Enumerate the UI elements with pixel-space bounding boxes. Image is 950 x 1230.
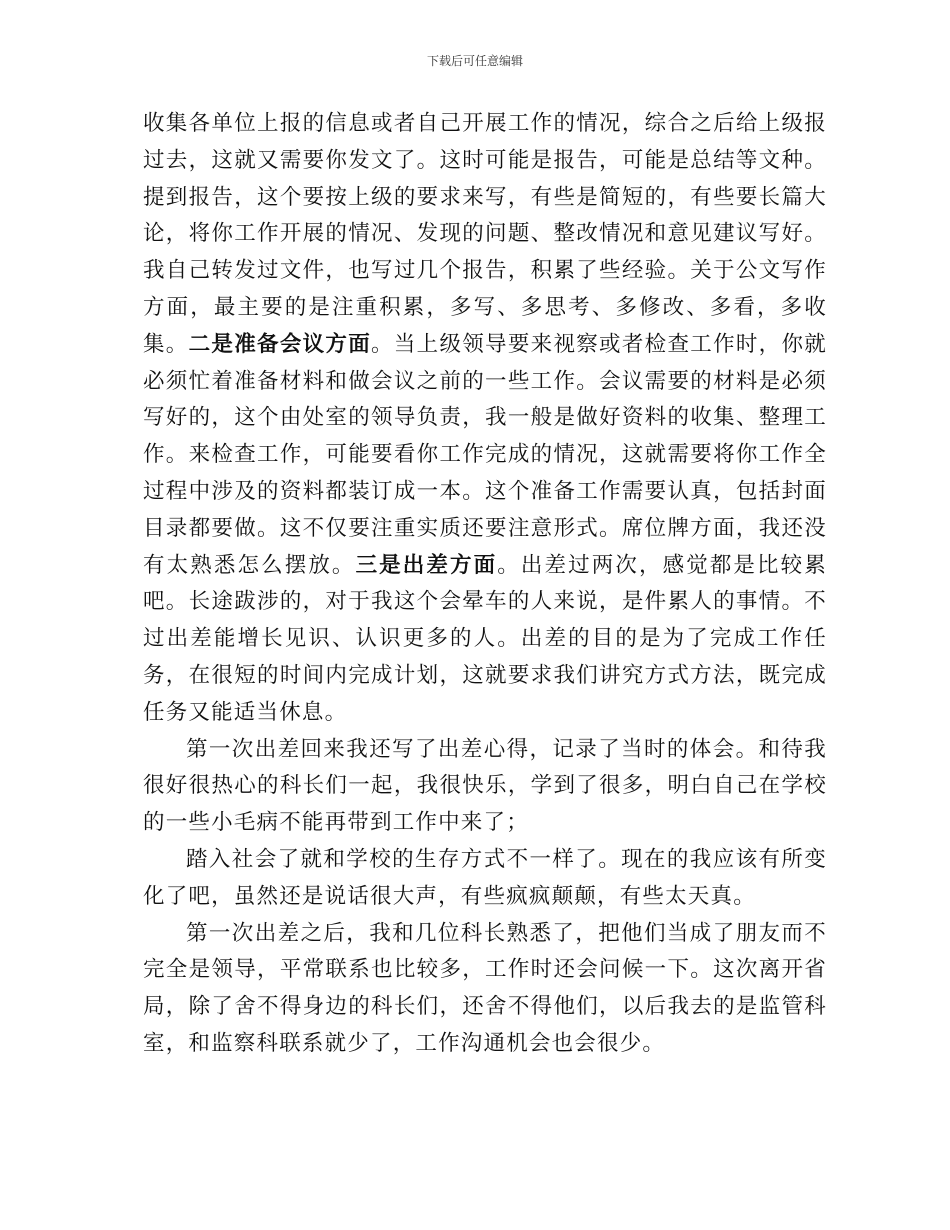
paragraph-1 xyxy=(143,106,827,732)
document-body xyxy=(143,106,827,1063)
paragraph-1-text-c: 。出差过两次，感觉都是比较累吧。长途跋涉的，对于我这个会晕车的人来说，是件累人的事情。不过出差能增长见识、认识更多的人。出差的目的是为了完成工作任务，在很短的时间内完成计划，这就要求我们讲究方式方法，既完成任务又能适当休息。 xyxy=(143,552,827,725)
page-header: 下载后可任意编辑 xyxy=(426,54,523,68)
paragraph-2: 第一次出差回来我还写了出差心得，记录了当时的体会。和待我很好很热心的科长们一起，我很快乐，学到了很多，明白自己在学校的一些小毛病不能再带到工作中来了； xyxy=(143,736,827,836)
section-heading-meetings: 二是准备会议方面 xyxy=(188,331,372,357)
section-heading-business-trips: 三是出差方面 xyxy=(355,552,498,578)
paragraph-1-text-b: 。当上级领导要来视察或者检查工作时，你就必须忙着准备材料和做会议之前的一些工作。会议需要的材料是必须写好的，这个由处室的领导负责，我一般是做好资料的收集、整理工作。来检查工作，可能要看你工作完成的情况，这就需要将你工作全过程中涉及的资料都装订成一本。这个准备工作需要认真，包括封面目录都要做。这不仅要注重实质还要注意形式。席位牌方面，我还没有太熟悉怎么摆放。 xyxy=(143,331,827,578)
paragraph-3: 踏入社会了就和学校的生存方式不一样了。现在的我应该有所变化了吧，虽然还是说话很大声，有些疯疯颠颠，有些太天真。 xyxy=(143,846,827,909)
paragraph-4: 第一次出差之后，我和几位科长熟悉了，把他们当成了朋友而不完全是领导，平常联系也比较多，工作时还会问候一下。这次离开省局，除了舍不得身边的科长们，还舍不得他们，以后我去的是监管科室，和监察科联系就少了，工作沟通机会也会很少。 xyxy=(143,920,827,1056)
paragraph-1-text-a: 收集各单位上报的信息或者自己开展工作的情况，综合之后给上级报过去，这就又需要你发文了。这时可能是报告，可能是总结等文种。提到报告，这个要按上级的要求来写，有些是简短的，有些要长篇大论，将你工作开展的情况、发现的问题、整改情况和意见建议写好。我自己转发过文件，也写过几个报告，积累了些经验。关于公文写作方面，最主要的是注重积累，多写、多思考、多修改、多看，多收集。 xyxy=(143,111,827,357)
